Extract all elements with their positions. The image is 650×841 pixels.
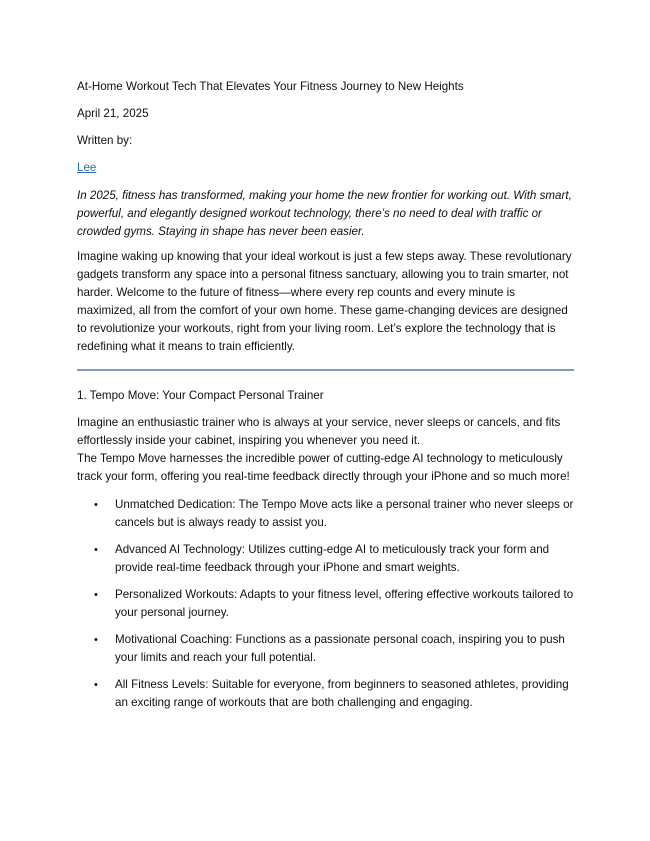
list-item-text: Advanced AI Technology: Utilizes cutting-edge AI to meticulously track your form and provide real-time feedback through your iPhone and smart weights.: [115, 543, 550, 574]
list-item: [77, 496, 574, 532]
section-heading: 1. Tempo Move: Your Compact Personal Trainer: [77, 389, 324, 402]
list-item-text: Personalized Workouts: Adapts to your fitness level, offering effective workouts tailored to your personal journey.: [115, 588, 574, 619]
list-item-text: Unmatched Dedication: The Tempo Move acts like a personal trainer who never sleeps or cancels but is always ready to assist you.: [115, 498, 574, 529]
section-paragraph: [77, 414, 574, 486]
list-item: [77, 676, 574, 712]
document-page: [77, 78, 574, 721]
written-by-label: Written by:: [77, 134, 133, 147]
bullet-icon: •: [94, 634, 98, 646]
bullet-icon: •: [94, 544, 98, 556]
bullet-icon: •: [94, 679, 98, 691]
section-paragraph-line-1: Imagine an enthusiastic trainer who is always at your service, never sleeps or cancels, and fits effortlessly inside your cabinet, inspiring you whenever you need it.: [77, 416, 561, 447]
list-item: [77, 586, 574, 622]
list-item: [77, 541, 574, 577]
author-link[interactable]: Lee: [77, 161, 97, 174]
bullet-icon: •: [94, 499, 98, 511]
list-item-text: Motivational Coaching: Functions as a passionate personal coach, inspiring you to push your limits and reach your full potential.: [115, 633, 565, 664]
body-paragraph: Imagine waking up knowing that your ideal workout is just a few steps away. These revolutionary gadgets transform any space into a personal fitness sanctuary, allowing you to train smarter, not harder. Welcome to the future of fitness—where every rep counts and every minute is maximized, all from the comfort of your own home. These game-changing devices are designed to revolutionize your workouts, right from your living room. Let’s explore the technology that is redefining what it means to train efficiently.: [77, 250, 572, 353]
feature-list: [77, 496, 574, 712]
section-divider: [77, 369, 574, 371]
publish-date: April 21, 2025: [77, 107, 149, 120]
intro-paragraph: In 2025, fitness has transformed, making your home the new frontier for working out. With smart, powerful, and elegantly designed workout technology, there’s no need to deal with traffic or crowded gyms. Staying in shape has never been easier.: [77, 189, 572, 238]
list-item-text: All Fitness Levels: Suitable for everyone, from beginners to seasoned athletes, providing an exciting range of workouts that are both challenging and engaging.: [115, 678, 569, 709]
list-item: [77, 631, 574, 667]
section-paragraph-line-2: The Tempo Move harnesses the incredible power of cutting-edge AI technology to meticulously track your form, offering you real-time feedback directly through your iPhone and so much more!: [77, 452, 570, 483]
article-title: At-Home Workout Tech That Elevates Your Fitness Journey to New Heights: [77, 80, 464, 93]
bullet-icon: •: [94, 589, 98, 601]
